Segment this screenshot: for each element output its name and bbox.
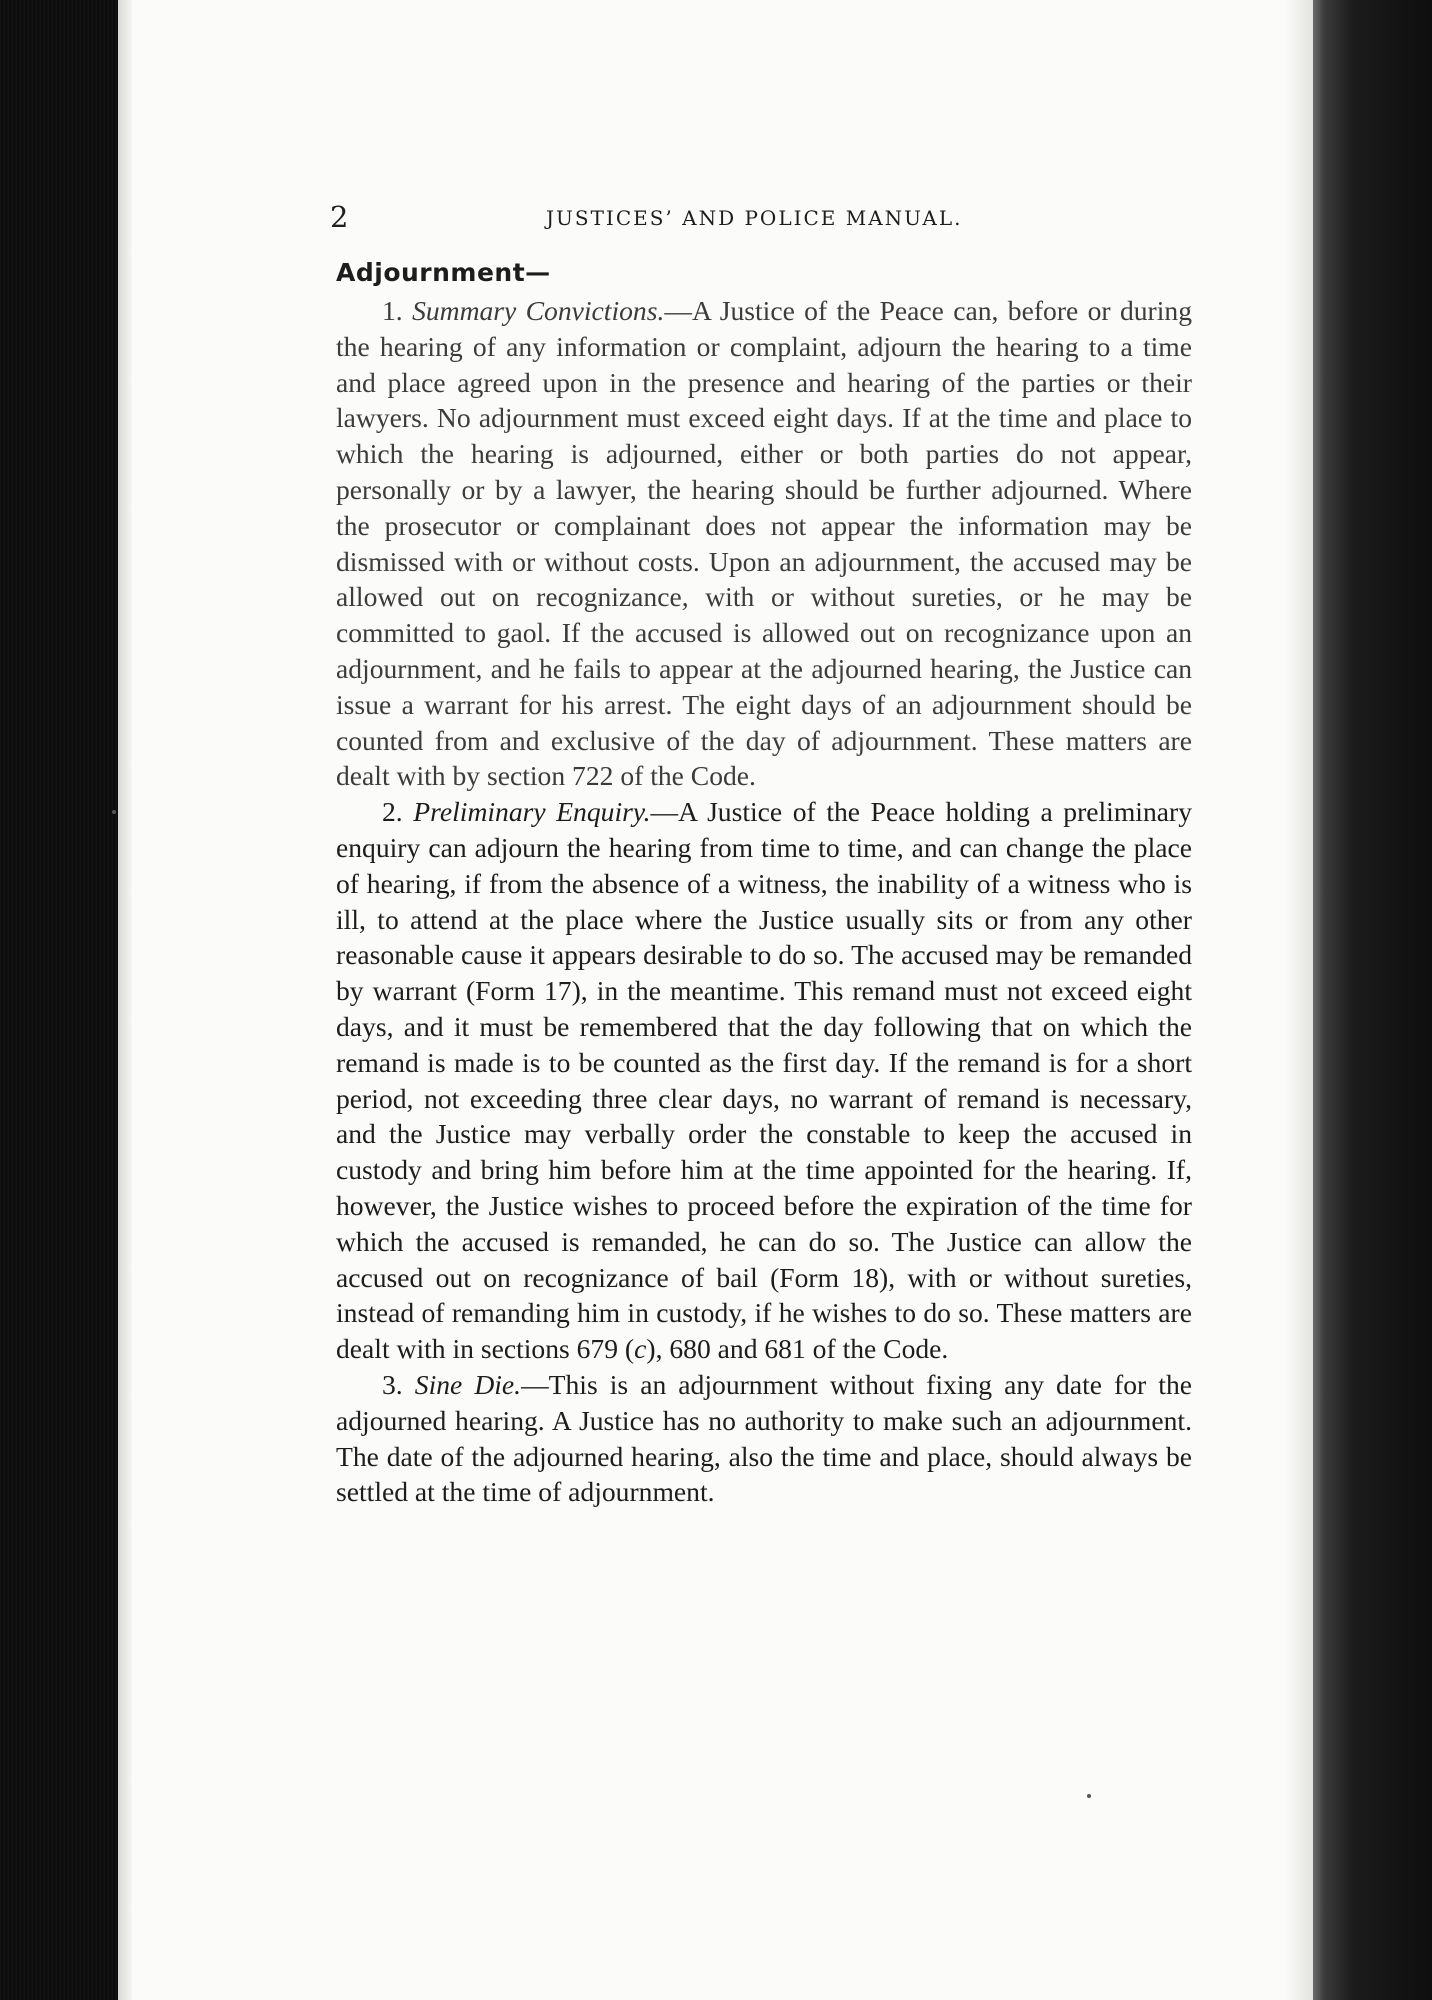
running-title: JUSTICES’ AND POLICE MANUAL. <box>546 206 963 230</box>
paragraph-subheading: Sine Die. <box>414 1368 522 1400</box>
page-number: 2 <box>330 200 349 234</box>
paragraph-number: 1. <box>382 295 403 326</box>
scan-speck <box>1087 1794 1091 1798</box>
paragraph-preliminary-enquiry <box>336 794 1192 1367</box>
paragraph-subheading: Preliminary Enquiry. <box>413 796 651 828</box>
paragraph-sine-die <box>336 1367 1192 1510</box>
paragraph-number: 2. <box>382 796 403 828</box>
paragraph-text: —A Justice of the Peace can, before or during the hearing of any information or complaint, adjourn the hearing to a time and place agreed upon in the presence and hearing of the parties or their lawyers. No adjournment must exceed eight days. If at the time and place to which the hearing is adjourned, either or both parties do not appear, personally or by a lawyer, the hearing should be further adjourned. Where the prosecutor or complainant does not appear the information may be dismissed with or without costs. Upon an adjournment, the accused may be allowed out on recognizance, with or without sureties, or he may be committed to gaol. If the accused is allowed out on recognizance upon an adjournment, and he fails to appear at the adjourned hearing, the Justice can issue a warrant for his arrest. The eight days of an adjournment should be counted from and exclusive of the day of adjournment. These matters are dealt with by section 722 of the Code. <box>336 295 1192 792</box>
paragraph-number: 3. <box>382 1368 403 1400</box>
paragraph-text: ), 680 and 681 of the Code. <box>646 1333 949 1365</box>
scan-background-right <box>1313 0 1432 2000</box>
running-head <box>330 200 1190 236</box>
section-heading: Adjournment— <box>336 258 551 287</box>
paragraph-subheading: Summary Convictions. <box>412 295 665 326</box>
paragraph-text-italic: c <box>634 1333 647 1365</box>
scan-speck <box>112 810 116 814</box>
scan-background-left <box>0 0 118 2000</box>
paragraph-text: —This is an adjournment without fixing any date for the adjourned hearing. A Justice has no authority to make such an adjournment. The date of the adjourned hearing, also the time and place, should always be settled at the time of adjournment. <box>336 1368 1192 1508</box>
paragraph-summary-convictions <box>336 293 1192 794</box>
page-body <box>336 255 1192 1510</box>
paragraph-text: —A Justice of the Peace holding a preliminary enquiry can adjourn the hearing from time to time, and can change the place of hearing, if from the absence of a witness, the inability of a witness who is ill, to attend at the place where the Justice usually sits or from any other reasonable cause it appears desirable to do so. The accused may be remanded by warrant (Form 17), in the meantime. This remand must not exceed eight days, and it must be remembered that the day following that on which the remand is made is to be counted as the first day. If the remand is for a short period, not exceeding three clear days, no warrant of remand is necessary, and the Justice may verbally order the constable to keep the accused in custody and bring him before him at the time appointed for the hearing. If, however, the Justice wishes to proceed before the expiration of the time for which the accused is remanded, he can do so. The Justice can allow the accused out on recognizance of bail (Form 18), with or without sureties, instead of remanding him in custody, if he wishes to do so. These matters are dealt with in sections 679 ( <box>336 796 1192 1365</box>
